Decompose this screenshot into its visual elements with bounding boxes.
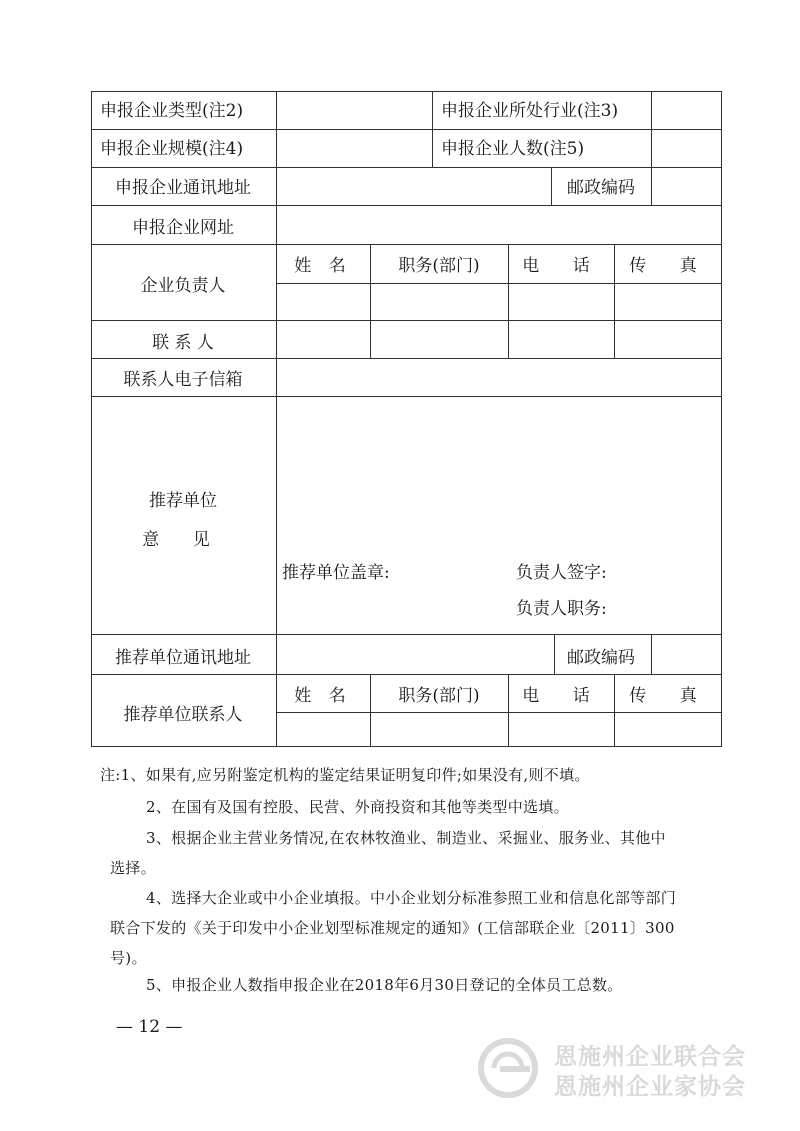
column-divider (651, 634, 652, 674)
enterprise-headcount-label: 申报企业人数(注5) (441, 139, 585, 159)
row-divider (91, 205, 722, 206)
rec-header-fax: 传 真 (629, 686, 711, 706)
recommender-seal-label: 推荐单位盖章: (282, 563, 390, 583)
enterprise-address-label: 申报企业通讯地址 (115, 178, 251, 198)
header-fax: 传 真 (629, 256, 711, 276)
rec-header-name: 姓 名 (294, 686, 352, 706)
row-divider (276, 712, 722, 713)
column-divider (508, 674, 509, 746)
row-divider (91, 396, 722, 397)
row-divider (91, 244, 722, 245)
recommender-opinion-label-line2: 意 见 (142, 530, 224, 550)
row-divider (276, 283, 722, 284)
association-logo-icon (476, 1036, 546, 1100)
enterprise-industry-label: 申报企业所处行业(注3) (441, 101, 619, 121)
association-watermark (476, 1036, 786, 1100)
recommender-contact-label: 推荐单位联系人 (123, 705, 243, 725)
label-column-divider (276, 91, 277, 746)
contact-email-label: 联系人电子信箱 (123, 370, 243, 390)
column-divider (370, 244, 371, 358)
page-number: — 12 — (116, 1017, 183, 1037)
recommender-postcode-label: 邮政编码 (567, 648, 635, 668)
postcode-label: 邮政编码 (567, 178, 635, 198)
column-divider (508, 244, 509, 358)
rec-header-position: 职务(部门) (398, 686, 480, 706)
column-divider (614, 244, 615, 358)
header-phone: 电 话 (522, 256, 604, 276)
enterprise-type-label: 申报企业类型(注2) (100, 101, 244, 121)
column-divider (554, 634, 555, 674)
row-divider (91, 129, 722, 130)
note-3: 3、根据企业主营业务情况,在农林牧渔业、制造业、采掘业、服务业、其他中 (146, 829, 666, 847)
principal-label: 企业负责人 (140, 276, 226, 296)
watermark-line2: 恩施州企业家协会 (554, 1074, 746, 1100)
note-3-continued: 选择。 (110, 859, 156, 877)
header-position: 职务(部门) (398, 256, 480, 276)
note-5: 5、申报企业人数指申报企业在2018年6月30日登记的全体员工总数。 (146, 976, 623, 994)
column-divider (651, 91, 652, 167)
row-divider (91, 634, 722, 635)
signer-position-label: 负责人职务: (516, 599, 607, 619)
row-divider (91, 674, 722, 675)
recommender-opinion-label-line1: 推荐单位 (149, 491, 217, 511)
note-1: 注:1、如果有,应另附鉴定机构的鉴定结果证明复印件;如果没有,则不填。 (100, 766, 590, 784)
table-border-left (91, 91, 92, 746)
column-divider (551, 167, 552, 205)
note-4: 4、选择大企业或中小企业填报。中小企业划分标准参照工业和信息化部等部门 (146, 889, 677, 907)
row-divider (91, 358, 722, 359)
enterprise-website-label: 申报企业网址 (132, 218, 234, 238)
column-divider (614, 674, 615, 746)
row-divider (91, 167, 722, 168)
note-4-end: 号)。 (110, 949, 147, 967)
signature-label: 负责人签字: (516, 563, 607, 583)
note-4-continued: 联合下发的《关于印发中小企业划型标准规定的通知》(工信部联企业〔2011〕300 (110, 919, 675, 937)
table-border-right (721, 91, 722, 746)
recommender-address-label: 推荐单位通讯地址 (115, 648, 251, 668)
table-border-top (91, 91, 722, 92)
header-name: 姓 名 (294, 256, 352, 276)
enterprise-scale-label: 申报企业规模(注4) (100, 139, 244, 159)
column-divider (651, 167, 652, 205)
contact-person-label: 联 系 人 (152, 333, 214, 353)
note-2: 2、在国有及国有控股、民营、外商投资和其他等类型中选填。 (146, 798, 569, 816)
watermark-line1: 恩施州企业联合会 (554, 1044, 746, 1070)
column-divider (432, 91, 433, 167)
rec-header-phone: 电 话 (522, 686, 604, 706)
column-divider (370, 674, 371, 746)
row-divider (91, 320, 722, 321)
table-border-bottom (91, 746, 722, 747)
